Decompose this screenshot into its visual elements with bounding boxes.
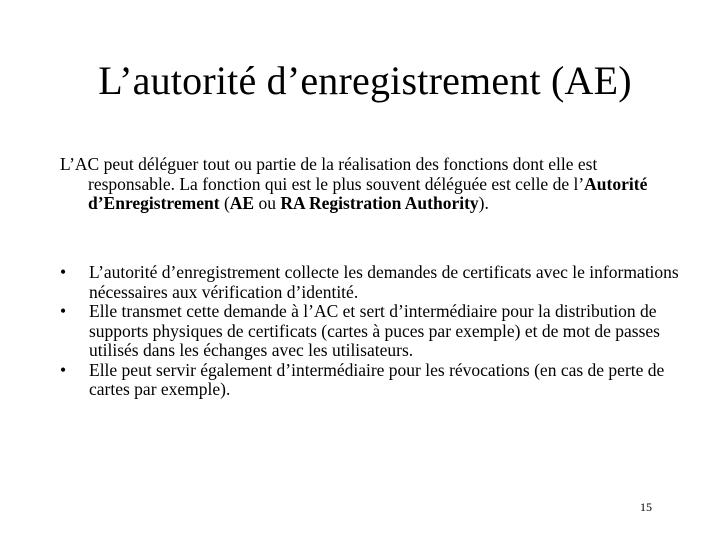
bullet-icon: •: [60, 262, 67, 282]
intro-bold-ra-term: RA Registration Authority: [280, 193, 479, 213]
bullet-text: Elle peut servir également d’intermédiaire pour les révocations (en cas de perte de cartes par exemple).: [89, 359, 665, 399]
intro-text-1: L’AC peut déléguer tout ou partie de la réalisation des fonctions dont elle est responsable. La fonction qui est le plus souvent déléguée est celle de l’: [60, 154, 598, 194]
bullet-icon: •: [60, 301, 67, 321]
page-number: 15: [640, 500, 652, 514]
intro-bold-ae-term: Autorité d’Enregistrement: [88, 173, 648, 213]
intro-text-4: ).: [478, 193, 489, 213]
intro-text-2: (: [219, 193, 230, 213]
bullet-item-collect: [60, 263, 680, 302]
intro-text-3: ou: [254, 193, 281, 213]
intro-paragraph: [60, 155, 680, 214]
bullet-text: Elle transmet cette demande à l’AC et sert d’intermédiaire pour la distribution de supports physiques de certificats (cartes à puces par exemple) et de mot de passes utilisés dans les échanges avec les utilisateurs.: [89, 301, 660, 360]
slide-title: L’autorité d’enregistrement (AE): [98, 58, 632, 103]
intro-bold-ae-abbr: AE: [229, 193, 255, 213]
bullet-icon: •: [60, 359, 67, 380]
bullet-item-revocation: [60, 361, 680, 400]
bullet-list: [60, 263, 680, 400]
bullet-text: L’autorité d’enregistrement collecte les demandes de certificats avec le informations nécessaires aux vérification d’identité.: [89, 262, 679, 302]
bullet-item-transmit: [60, 302, 680, 361]
